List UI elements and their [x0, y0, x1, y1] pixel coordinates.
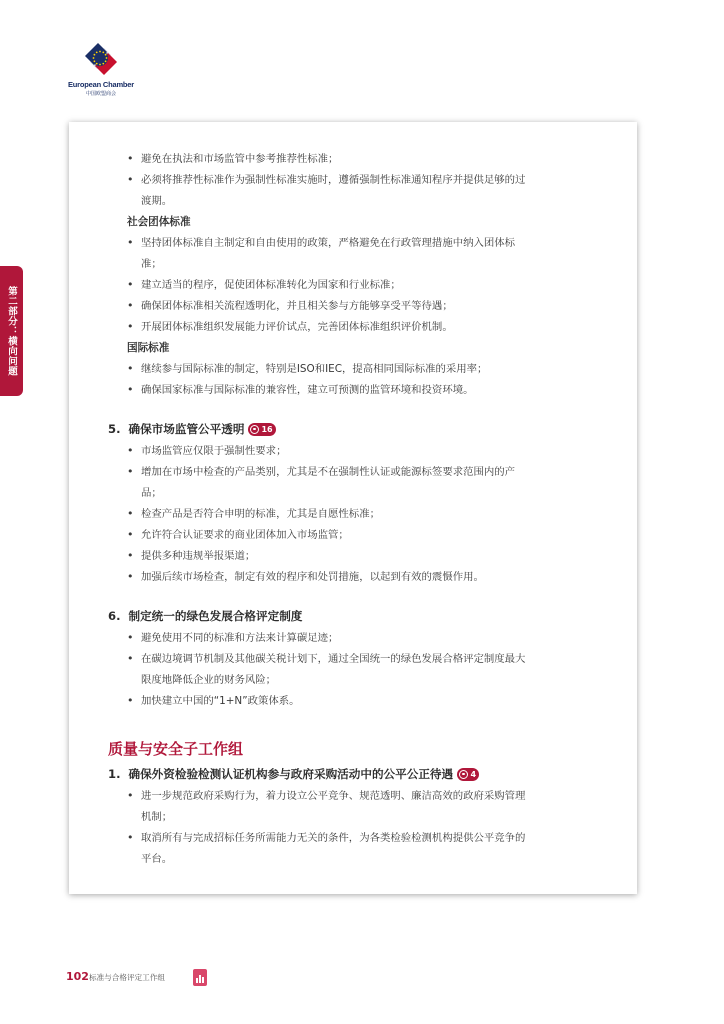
section-title: 确保市场监管公平透明 — [128, 422, 245, 436]
bullet-text-line: 市场监管应仅限于强制性要求； — [141, 445, 287, 457]
bullet-marker: • — [127, 507, 134, 520]
section-number: 5. — [108, 422, 121, 436]
sub-heading: 社会团体标准 — [127, 216, 191, 228]
section-number: 1. — [108, 767, 121, 781]
bullet-marker: • — [127, 570, 134, 583]
target-icon — [250, 425, 259, 434]
bullet-marker: • — [127, 173, 134, 186]
bullet-marker: • — [127, 652, 134, 665]
target-icon — [459, 770, 468, 779]
bullet-marker: • — [127, 236, 134, 249]
bullet-text-line: 在碳边境调节机制及其他碳关税计划下，通过全国统一的绿色发展合格评定制度最大 — [141, 653, 526, 665]
chapter-side-tab — [0, 266, 23, 396]
recommendation-count-badge — [248, 423, 275, 436]
bullet-text-line: 允许符合认证要求的商业团体加入市场监管； — [141, 529, 349, 541]
bullet-text-line: 进一步规范政府采购行为，着力设立公平竞争、规范透明、廉洁高效的政府采购管理 — [141, 790, 526, 802]
bullet-text-line: 准； — [141, 258, 162, 270]
logo-subtitle: 中国欧盟商会 — [85, 91, 116, 97]
bullet-text-line: 渡期。 — [141, 195, 173, 207]
bullet-text-line: 平台。 — [141, 853, 173, 865]
bullet-text-line: 品； — [141, 487, 162, 499]
footer-working-group: 标准与合格评定工作组 — [89, 973, 165, 982]
bullet-text-line: 确保国家标准与国际标准的兼容性，建立可预测的监管环境和投资环境。 — [141, 384, 474, 396]
section-number: 6. — [108, 609, 121, 623]
bullet-marker: • — [127, 831, 134, 844]
bullet-text-line: 限度地降低企业的财务风险； — [141, 674, 277, 686]
bullet-marker: • — [127, 528, 134, 541]
subworking-group-title: 质量与安全子工作组 — [108, 740, 244, 758]
bullet-marker: • — [127, 631, 134, 644]
bullet-marker: • — [127, 549, 134, 562]
bullet-text-line: 取消所有与完成招标任务所需能力无关的条件，为各类检验检测机构提供公平竞争的 — [141, 832, 526, 844]
bullet-text-line: 继续参与国际标准的制定，特别是ISO和IEC，提高相同国际标准的采用率； — [141, 363, 488, 375]
section-heading — [108, 767, 479, 782]
bullet-text-line: 提供多种违规举报渠道； — [141, 550, 256, 562]
bullet-text-line: 开展团体标准组织发展能力评价试点，完善团体标准组织评价机制。 — [141, 321, 453, 333]
badge-count: 4 — [470, 770, 477, 779]
bullet-text-line: 增加在市场中检查的产品类别，尤其是不在强制性认证或能源标签要求范围内的产 — [141, 466, 516, 478]
section-heading — [108, 422, 276, 437]
bullet-text-line: 检查产品是否符合申明的标准，尤其是自愿性标准； — [141, 508, 380, 520]
page-number: 102 — [66, 970, 89, 983]
badge-count: 16 — [261, 425, 273, 434]
bullet-text-line: 必须将推荐性标准作为强制性标准实施时，遵循强制性标准通知程序并提供足够的过 — [141, 174, 526, 186]
bullet-marker: • — [127, 152, 134, 165]
chart-icon — [193, 969, 207, 986]
bullet-marker: • — [127, 465, 134, 478]
bullet-marker: • — [127, 383, 134, 396]
logo-emblem-icon — [78, 36, 122, 80]
section-title: 确保外资检验检测认证机构参与政府采购活动中的公平公正待遇 — [128, 767, 454, 781]
bullet-text-line: 坚持团体标准自主制定和自由使用的政策，严格避免在行政管理措施中纳入团体标 — [141, 237, 516, 249]
bullet-marker: • — [127, 278, 134, 291]
bullet-marker: • — [127, 299, 134, 312]
bullet-marker: • — [127, 320, 134, 333]
bullet-text-line: 加快建立中国的“1+N”政策体系。 — [141, 695, 300, 707]
section-title: 制定统一的绿色发展合格评定制度 — [128, 609, 303, 623]
chapter-side-tab-label: 第二部分：横向问题 — [6, 286, 17, 376]
bullet-marker: • — [127, 789, 134, 802]
recommendation-count-badge — [457, 768, 479, 781]
bullet-marker: • — [127, 694, 134, 707]
logo-title: European Chamber — [68, 80, 134, 89]
bullet-text-line: 避免在执法和市场监管中参考推荐性标准； — [141, 153, 339, 165]
bullet-text-line: 建立适当的程序，促使团体标准转化为国家和行业标准； — [141, 279, 401, 291]
bullet-marker: • — [127, 444, 134, 457]
section-heading — [108, 609, 302, 624]
bullet-text-line: 确保团体标准相关流程透明化，并且相关参与方能够享受平等待遇； — [141, 300, 453, 312]
bullet-text-line: 避免使用不同的标准和方法来计算碳足迹； — [141, 632, 339, 644]
european-chamber-logo — [66, 36, 136, 98]
bullet-marker: • — [127, 362, 134, 375]
bullet-text-line: 机制； — [141, 811, 173, 823]
sub-heading: 国际标准 — [127, 342, 170, 354]
bullet-text-line: 加强后续市场检查，制定有效的程序和处罚措施，以起到有效的震慑作用。 — [141, 571, 484, 583]
